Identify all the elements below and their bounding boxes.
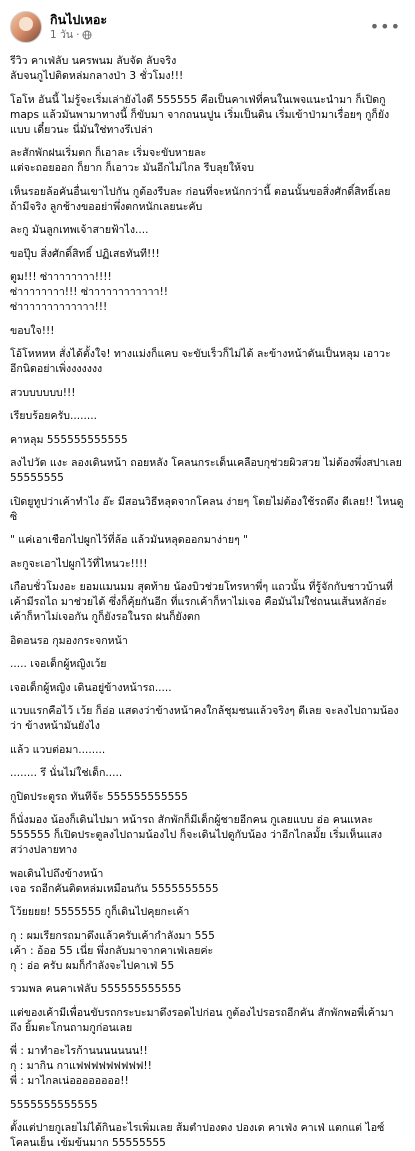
post-paragraph: แวบแรกคือไว้ เว้ย ก็อ่อ แสดงว่าข้างหน้าคงใกล้ชุมชนแล้วจริงๆ ดีเลย จะลงไปถามน้องว่า ข้างหน้ามันยังไง	[10, 705, 399, 732]
post-paragraph: ละกูจะเอาไปผูกไว้ที่ไหนวะ!!!!	[10, 557, 148, 570]
post-paragraph: รวมพล คนคาเฟ่ลับ 555555555555	[10, 983, 182, 995]
post-paragraph: โอ้โหหหห สั่งได้ตั้งใจ! ทางแม่งก็แคบ จะขับเร็วก็ไม่ได้ ละข้างหน้าดันเป็นหลุม เอาวะ อีกนิดอย่าเพิ่งงงงงงง	[10, 348, 395, 375]
post-header	[10, 8, 405, 46]
separator-dot: ·	[76, 29, 80, 41]
timestamp-row	[50, 28, 366, 42]
post-paragraph: สวบบบบบบ!!!	[10, 386, 76, 399]
post-meta	[50, 12, 366, 42]
post-paragraph: ขอปุ๊บ สิ่งศักดิ์สิทธิ์ ปฏิเสธทันที!!!	[10, 247, 160, 260]
post-paragraph: ละสักพักฝนเริ่มตก ก็เอาละ เริ่มจะขับหายละ แต่จะถอยออก ก็ยาก ก็เอาวะ มันอีกไม่ไกล รีบลุยให้จบ	[10, 147, 254, 174]
globe-icon	[82, 30, 92, 40]
post-paragraph: ขอบใจ!!!	[10, 324, 55, 337]
post-paragraph: " แค่เอาเชือกไปผูกไว้ที่ล้อ แล้วมันหลุดออกมาง่ายๆ "	[10, 534, 249, 546]
post-paragraph: ลงไปวัด แงะ ลองเดินหน้า ถอยหลัง โคลนกระเด็นเคลือบกุช่วยผิวสวย ไม่ต้องพึ่งสปาเลย 55555555	[10, 457, 406, 484]
post-paragraph: เจอเด็กผู้หญิง เดินอยู่ข้างหน้ารถ.....	[10, 681, 172, 694]
post-paragraph: เรียบร้อยครับ........	[10, 410, 97, 422]
post-paragraph: พี่ : มาทำอะไรก้านนนนนนน!! กุ : มากิน กาแฟฟฟฟฟฟฟฟฟ!! พี่ : มาไกลเน่ออออออออ!!	[10, 1045, 152, 1087]
post-paragraph: แต่ของเค้ามีเพื่อนขับรถกระบะมาดึงรอดไปก่อน กูต้องไปรอรถอีกคัน สักพักพอพี่เค้ามาถึง ยิ้มตะโกนถามกูก่อนเลย	[10, 1006, 394, 1034]
post-paragraph: ละกู มันลูกเทพเจ้าสายฟ้าไง....	[10, 224, 149, 236]
page-avatar[interactable]	[10, 11, 42, 43]
post-paragraph: รีวิว คาเฟ่ลับ นครพนม ลับจัด ลับจริง ลับจนกูไปติดหล่มกลางป่า 3 ชั่วโมง!!!	[10, 55, 184, 82]
post-paragraph: ก็นั่งมอง น้องก็เดินไปมา หน้ารถ สักพักก็มีเด็กผู้ชายอีกคน กูเลยแบบ อ่อ คนแหละ 555555 ก็เปิดประตูลงไปถามน้องไป ก็จะเดินไปดูกับน้อง ว่าอีกไกลมั้ย เริ่มเห็นแสงสว่างปลายทาง	[10, 814, 383, 856]
post-paragraph: 5555555555555	[10, 1098, 98, 1111]
post-paragraph: แล้ว แวบต่อมา........	[10, 743, 106, 756]
post-paragraph: ตั้งแต่ปายกูเลยไม่ได้กินอะไรเพิ่มเลย ส้มตำปองดง ปองเด คาเฟ่ง คาเฟ่ แตกแต่ ไอซ์โคลนเย็น เข้มข้นมาก 55555555	[10, 1122, 385, 1149]
post-paragraph: กุ : ผมเรียกรถมาดึงแล้วครับเค้ากำลังมา 555 เค้า : อ้ออ 55 เนี่ย พึ่งกลับมาจากคาเฟ่เลยค่ะ กุ : อ่อ ครับ ผมก็กำลังจะไปคาเฟ่ 55	[10, 929, 215, 972]
post-paragraph: พอเดินไปถึงข้างหน้า เจอ รถอีกคันติดหล่มเหมือนกัน 5555555555	[10, 867, 219, 895]
post-paragraph: เปิดยูทูปว่าเค้าทำไง อ๊ะ มีสอนวิธีหลุดจากโคลน ง่ายๆ โดยไม่ต้องใช้รถดึง ดีเลย!! ไหนดูซิ	[10, 495, 404, 523]
post-paragraph: ..... เจอเด็กผู้หญิงเว้ย	[10, 658, 107, 670]
post-paragraph: คาหลุม 555555555555	[10, 433, 128, 446]
post-paragraph: เกือบชั่วโมงอะ ยอมแมนมม สุดท้าย น้องบิวช่วยโทรหาพี่ๆ แถวนั้น ที่รู้จักกับชาวบ้านที่เค้ามีรถไถ มาช่วยได้ ซึ่งก็คุ้ยกันอีก ที่แรกเค้าก็หาไม่เจอ คือมันไม่ใช่ถนนเส้นหลักอ่ะ เค้าก็หาไม่เจอกัน กูก็ยังรอในรถ ฝนก็ยังตก	[10, 581, 393, 623]
post-paragraph: กูปิดประตูรถ ทันทีจ้ะ 555555555555	[10, 790, 188, 803]
post-paragraph: เห็นรอยล้อคันอื่นเขาไปกัน กูต้องรีบละ ก่อนที่จะหนักกว่านี้ ตอนนั้นขอสิ่งศักดิ์สิทธิ์เลย ถ้ามีจริง ลูกช้างขออย่าพึ่งตกหนักเลยนะคับ	[10, 185, 394, 213]
post-paragraph: ........ รึ นั่นไม่ใช่เด็ก.....	[10, 767, 123, 779]
post-body	[10, 54, 405, 1151]
post-paragraph: ตูม!!! ซ่าาาาาาาา!!!! ซ่าาาาาาาา!!! ซ่าาาาาาาาาาาา!! ซ่าาาาาาาาาาาาา!!!	[10, 271, 168, 313]
post-paragraph: โว้ยยยย! 5555555 กูก็เดินไปคุยกะเค้า	[10, 906, 190, 918]
post-paragraph: โอโห อันนี้ ไม่รู้จะเริ่มเล่ายังไงดี 555555 คือเป็นคาเฟ่ที่คนในเพจแนะนำมา ก็เปิดกู maps แล้วมันพามาทางนี้ ก็ขับมา จากถนนปูน เริ่มเป็นดิน เริ่มเข้าป่ามาเรื่อยๆ กูก็ยังแบบ เดี๋ยวนะ นี่มันใช่ทางรึเปล่า	[10, 93, 390, 136]
post-time[interactable]: 1 วัน	[50, 29, 74, 41]
post-paragraph: อิดอนรอ กุมองกระจกหน้า	[10, 634, 128, 647]
more-horizontal-icon[interactable]: •••	[369, 17, 401, 36]
author-name[interactable]: กินไปเหอะ	[50, 12, 108, 27]
